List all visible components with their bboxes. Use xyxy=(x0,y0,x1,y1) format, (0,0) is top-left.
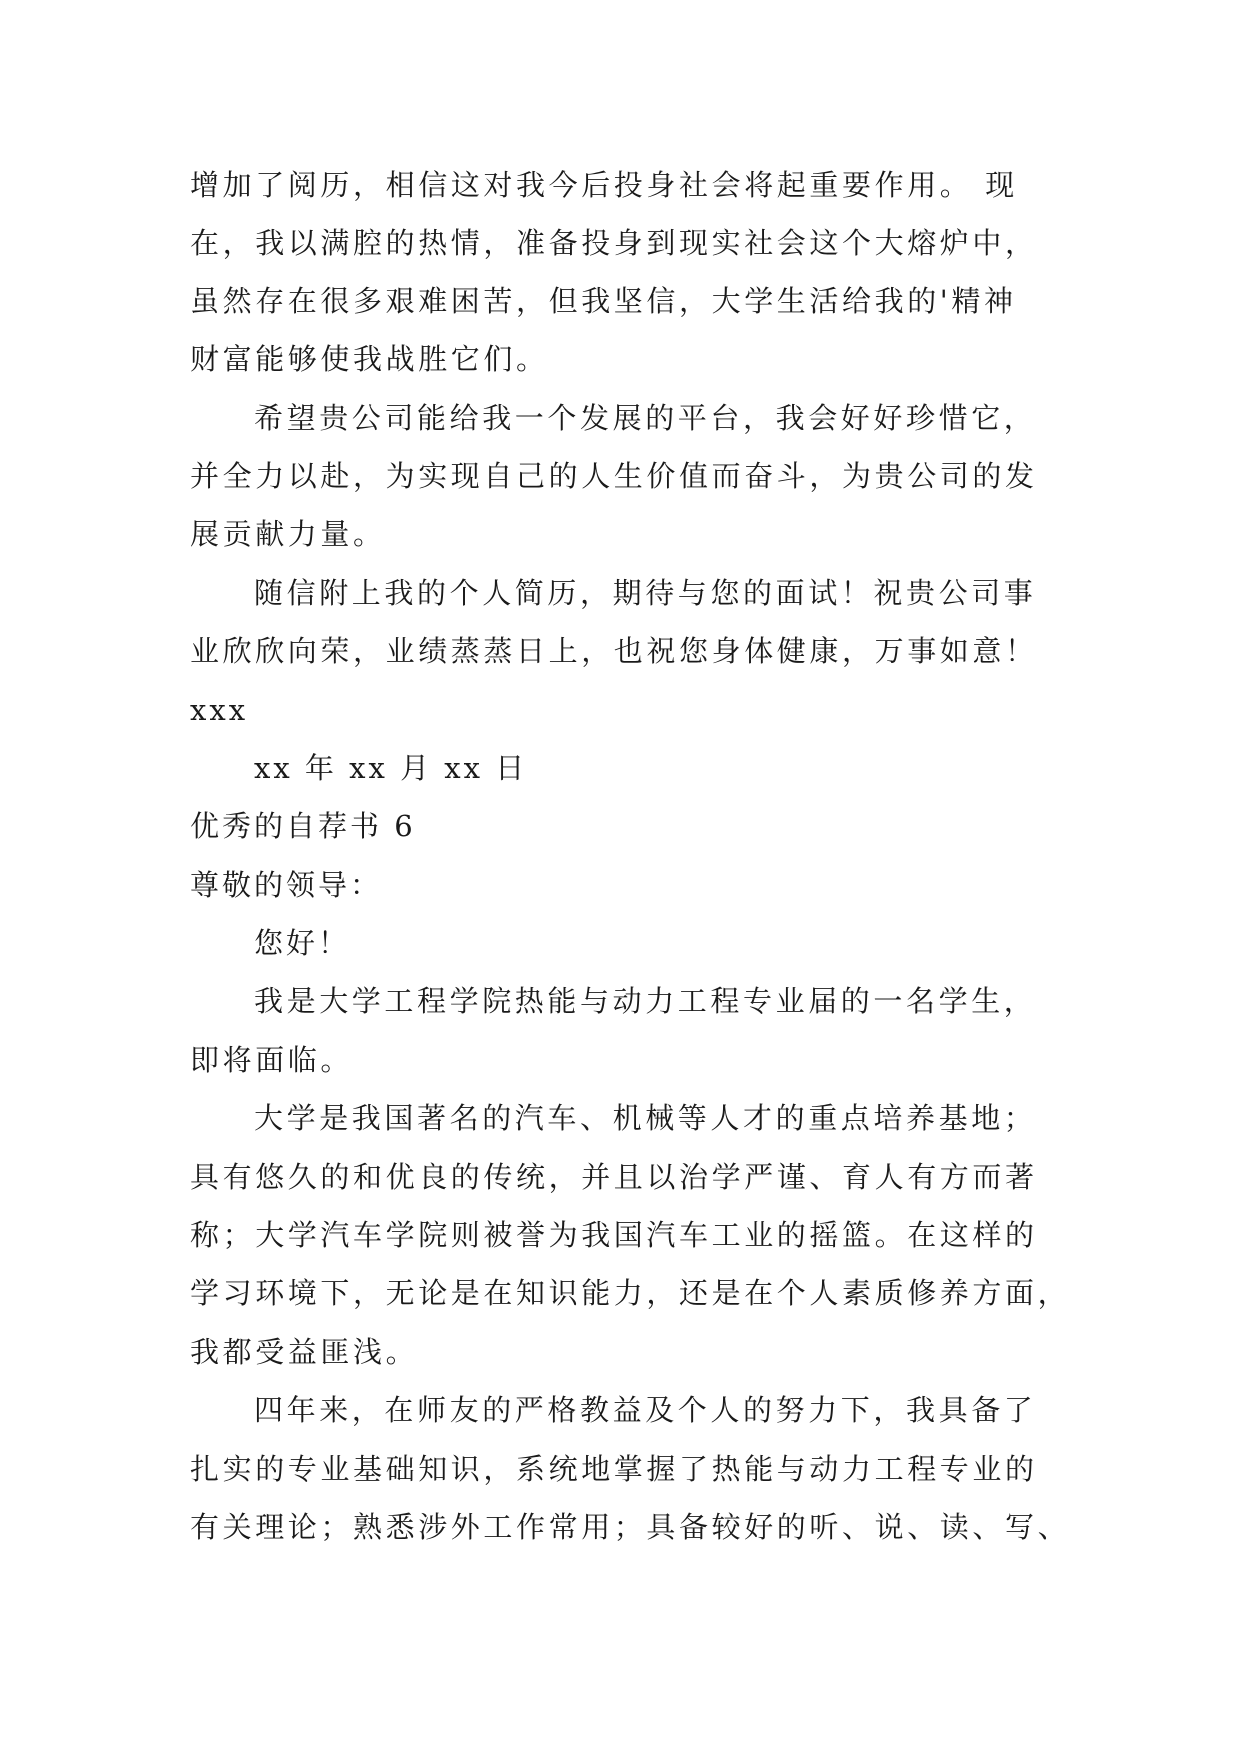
salutation: 尊敬的领导： xyxy=(190,868,383,902)
text-line: 增加了阅历，相信这对我今后投身社会将起重要作用。 现 xyxy=(190,168,1018,202)
text-line: 四年来，在师友的严格教益及个人的努力下，我具备了 xyxy=(254,1393,1037,1427)
text-line: 希望贵公司能给我一个发展的平台，我会好好珍惜它， xyxy=(254,401,1037,435)
text-line: 财富能够使我战胜它们。 xyxy=(190,342,549,376)
text-line: 大学是我国著名的汽车、机械等人才的重点培养基地； xyxy=(254,1101,1037,1135)
text-line: 具有悠久的和优良的传统，并且以治学严谨、育人有方而著 xyxy=(190,1160,1038,1194)
section-title: 优秀的自荐书 6 xyxy=(190,809,416,843)
greeting: 您好！ xyxy=(254,926,351,960)
text-line: 称；大学汽车学院则被誉为我国汽车工业的摇篮。在这样的 xyxy=(190,1218,1038,1252)
signature-name: xxx xyxy=(190,693,249,727)
text-line: 扎实的专业基础知识，系统地掌握了热能与动力工程专业的 xyxy=(190,1452,1038,1486)
text-line: 即将面临。 xyxy=(190,1043,354,1077)
text-line: 我是大学工程学院热能与动力工程专业届的一名学生， xyxy=(254,984,1037,1018)
signature-date: xx 年 xx 月 xx 日 xyxy=(254,751,528,785)
text-line: 业欣欣向荣，业绩蒸蒸日上，也祝您身体健康，万事如意！ xyxy=(190,634,1038,668)
text-line: 有关理论；熟悉涉外工作常用；具备较好的听、说、读、写、 xyxy=(190,1510,1071,1544)
text-line: 展贡献力量。 xyxy=(190,517,386,551)
text-line: 并全力以赴，为实现自己的人生价值而奋斗，为贵公司的发 xyxy=(190,459,1038,493)
text-line: 学习环境下，无论是在知识能力，还是在个人素质修养方面， xyxy=(190,1276,1071,1310)
text-line: 随信附上我的个人简历，期待与您的面试！祝贵公司事 xyxy=(254,576,1037,610)
text-line: 虽然存在很多艰难困苦，但我坚信，大学生活给我的'精神 xyxy=(190,284,1017,318)
text-line: 在，我以满腔的热情，准备投身到现实社会这个大熔炉中， xyxy=(190,226,1038,260)
text-line: 我都受益匪浅。 xyxy=(190,1335,419,1369)
